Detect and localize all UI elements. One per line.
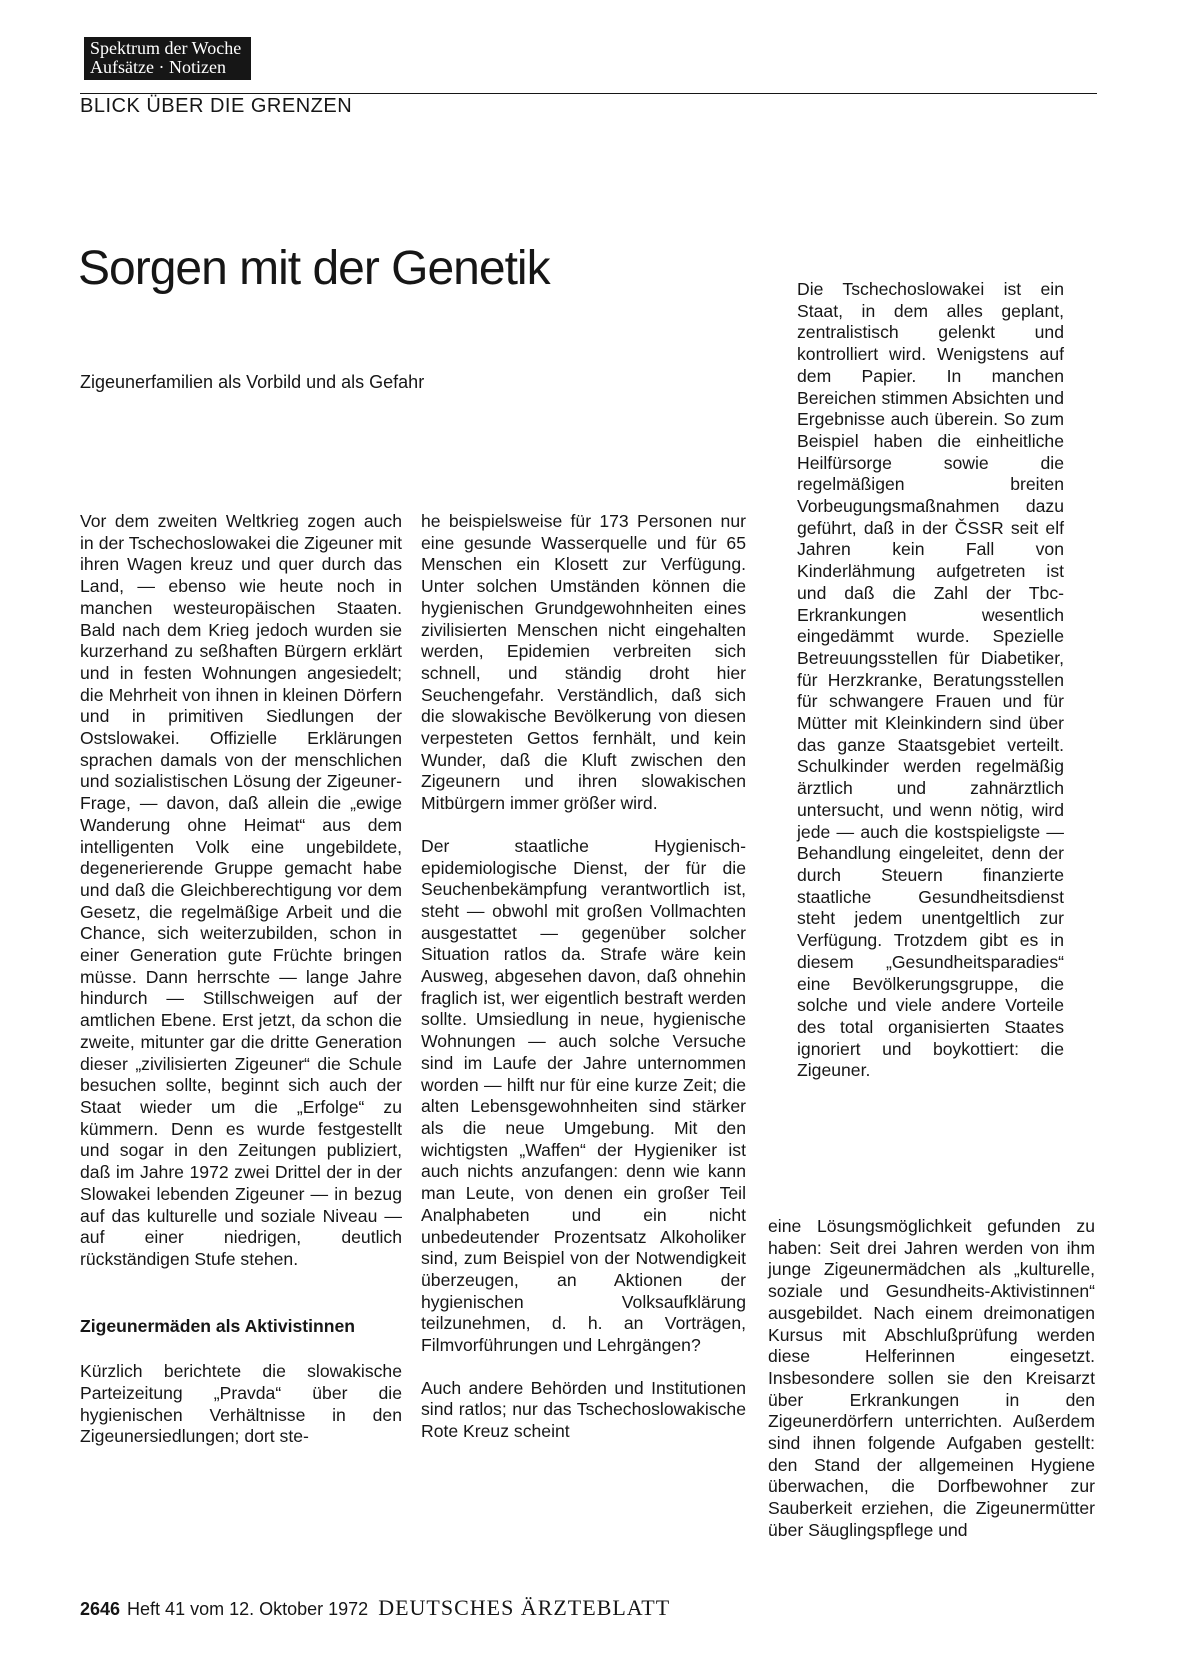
subheading: Zigeunermäden als Aktivistinnen [80,1315,356,1336]
article-subtitle: Zigeunerfamilien als Vorbild und als Gefahr [80,372,425,392]
header-rule [80,93,1097,94]
badge-line-2: Aufsätze · Notizen [90,57,226,77]
paragraph: Der staatliche Hygienisch-epidemiologische Dienst, der für die Seuchenbekämpfung verantwortlich ist, steht — obwohl mit großen Vollmachten ausgestattet — gegenüber solcher Situation ratlos da. Strafe wäre kein Ausweg, abgesehen davon, daß ohnehin fraglich ist, wer eigentlich bestraft werden sollte. Umsiedlung in neue, hygienische Wohnungen — auch solche Versuche sind im Laufe der Jahre unternommen worden — hilft nur für eine kurze Zeit; die alten Lebensgewohnheiten sind stärker als die neue Umgebung. Mit den wichtigsten „Waffen“ der Hygieniker ist auch nichts anzufangen: denn wie kann man Leute, von denen ein großer Teil Analphabeten und ein nicht unbedeutender Prozentsatz Alkoholiker sind, zum Beispiel von der Notwendigkeit überzeugen, an Aktionen der hygienischen Volksaufklärung teilzunehmen, d. h. an Vorträgen, Filmvorführungen und Lehrgängen? [421,835,746,1356]
paragraph: Auch andere Behörden und Institutionen sind ratlos; nur das Tschechoslowakische Rote Kreuz scheint [421,1377,746,1442]
paragraph: Die Tschechoslowakei ist ein Staat, in dem alles geplant, zentralistisch gelenkt und kontrolliert wird. Wenigstens auf dem Papier. In manchen Bereichen stimmen Absichten und Ergebnisse auch überein. So zum Beispiel haben die einheitliche Heilfürsorge sowie die regelmäßigen breiten Vorbeugungsmaßnahmen dazu geführt, daß in der ČSSR seit elf Jahren kein Fall von Kinderlähmung aufgetreten ist und daß die Zahl der Tbc-Erkrankungen wesentlich eingedämmt wurde. Spezielle Betreuungsstellen für Diabetiker, für Herzkranke, Beratungsstellen für schwangere Frauen und für Mütter mit Kleinkindern sind über das ganze Staatsgebiet verteilt. Schulkinder werden regelmäßig ärztlich und zahnärztlich untersucht, und wenn nötig, wird jede — auch die kostspieligste — Behandlung eingeleitet, denn der durch Steuern finanzierte staatliche Gesundheitsdienst steht jedem unentgeltlich zur Verfügung. Trotzdem gibt es in diesem „Gesundheitsparadies“ eine Bevölkerungsgruppe, die solche und viele andere Vorteile des total organisierten Staates ignoriert und boykottiert: die Zigeuner. [797,279,1064,1081]
paragraph: Kürzlich berichtete die slowakische Parteizeitung „Pravda“ über die hygienischen Verhältnisse in den Zigeunersiedlungen; dort ste- [80,1361,402,1447]
page-footer [80,1595,670,1621]
page-number: 2646 [80,1599,121,1619]
journal-name: DEUTSCHES ÄRZTEBLATT [378,1595,671,1620]
text-column-3-top [797,279,1064,1082]
text-column-2 [421,511,746,1443]
text-column-3-bottom [768,1216,1095,1542]
paragraph: Vor dem zweiten Weltkrieg zogen auch in der Tschechoslowakei die Zigeuner mit ihren Wagen kreuz und quer durch das Land, — ebenso wie heute noch in manchen westeuropäischen Staaten. Bald nach dem Krieg jedoch wurden sie kurzerhand zu seßhaften Bürgern erklärt und in festen Wohnungen angesiedelt; die Mehrheit von ihnen in kleinen Dörfern und in primitiven Siedlungen der Ostslowakei. Offizielle Erklärungen sprachen damals von der menschlichen und sozialistischen Lösung der Zigeuner-Frage, — davon, daß allein die „ewige Wanderung ohne Heimat“ aus dem intelligenten Volk eine ungebildete, degenerierende Gruppe gemacht habe und daß die Gleichberechtigung vor dem Gesetz, die regelmäßige Arbeit und die Chance, sich weiterzubilden, schon in einer Generation gute Früchte bringen müsse. Dann herrschte — lange Jahre hindurch — Stillschweigen auf der amtlichen Ebene. Erst jetzt, da schon die zweite, mitunter gar die dritte Generation dieser „zivilisierten Zigeuner“ die Schule besuchen sollte, beginnt sich auch der Staat wieder um die „Erfolge“ zu kümmern. Denn es wurde festgestellt und sogar in den Zeitungen publiziert, daß im Jahre 1972 zwei Drittel der in der Slowakei lebenden Zigeuner — in bezug auf das kulturelle und soziale Niveau — auf einer niedrigen, deutlich rückständigen Stufe stehen. [80,511,402,1269]
article-title: Sorgen mit der Genetik [78,242,550,295]
section-label: BLICK ÜBER DIE GRENZEN [80,95,353,117]
paragraph: eine Lösungsmöglichkeit gefunden zu haben: Seit drei Jahren werden von ihm junge Zigeunermädchen als „kulturelle, soziale und Gesundheits-Aktivistinnen“ ausgebildet. Nach einem dreimonatigen Kursus mit Abschlußprüfung werden diese Helferinnen eingesetzt. Insbesondere sollen sie den Kreisarzt über Erkrankungen in den Zigeunerdörfern unterrichten. Außerdem sind ihnen folgende Aufgaben gestellt: den Stand der allgemeinen Hygiene überwachen, die Dorfbewohner zur Sauberkeit erziehen, die Zigeunermütter über Säuglingspflege und [768,1216,1095,1540]
paragraph: he beispielsweise für 173 Personen nur eine gesunde Wasserquelle und für 65 Menschen ein Klosett zur Verfügung. Unter solchen Umständen können die hygienischen Grundgewohnheiten eines zivilisierten Menschen nicht eingehalten werden, Epidemien verbreiten sich schnell, und ständig droht hier Seuchengefahr. Verständlich, daß sich die slowakische Bevölkerung von diesen verpesteten Gettos fernhält, und kein Wunder, daß die Kluft zwischen den Zigeunern und ihren slowakischen Mitbürgern immer größer wird. [421,511,746,814]
section-badge [84,37,251,80]
badge-line-1: Spektrum der Woche [90,38,242,58]
text-column-1 [80,511,402,1448]
issue-info: Heft 41 vom 12. Oktober 1972 [127,1599,369,1619]
